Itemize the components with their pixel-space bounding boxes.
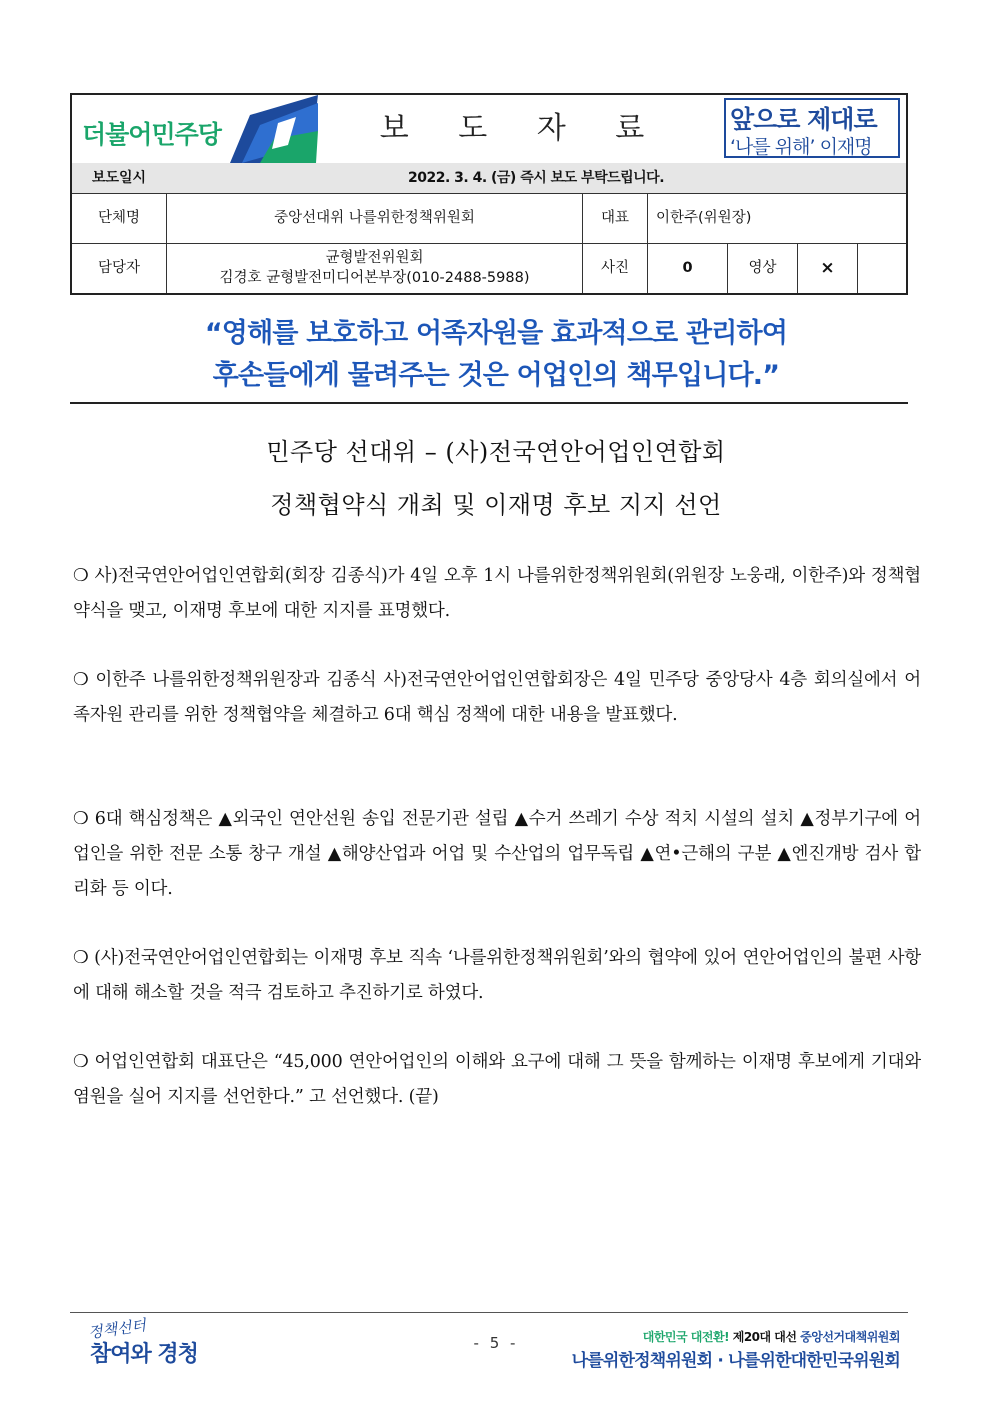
body-paragraph: ❍ 6대 핵심정책은 ▲외국인 연안선원 송입 전문기관 설립 ▲수거 쓰레기 수상 적치 시설의 설치 ▲정부기구에 어업인을 위한 전문 소통 창구 개설 ▲해양산업과 어업 및 수산업의 업무독립 ▲연•근해의 구분 ▲엔진개방 검사 합리화 등 이다. <box>73 809 921 899</box>
headline-line1: “영해를 보호하고 어족자원을 효과적으로 관리하여 <box>204 318 788 349</box>
subtitle-line1: 민주당 선대위 – (사)전국연안어업인연합회 <box>266 438 726 466</box>
release-label: 보도일시 <box>72 163 167 193</box>
org-row <box>72 193 906 244</box>
contact-person: 김경호 균형발전미디어본부장(010-2488-5988) <box>219 270 530 286</box>
press-header-table <box>70 93 908 295</box>
footer-divider <box>70 1312 908 1313</box>
body-paragraph: ❍ 어업인연합회 대표단은 “45,000 연안어업인의 이해와 요구에 대해 그 뜻을 함께하는 이재명 후보에게 기대와 염원을 실어 지지를 선언한다.” 고 선언했다. (끝) <box>73 1052 921 1107</box>
header-row-title <box>72 95 906 164</box>
video-label: 영상 <box>728 243 798 293</box>
party-logo <box>72 95 322 163</box>
footer-right-line1: 대한민국 대전환! 제20대 대선 중앙선거대책위원회 <box>642 1330 900 1344</box>
rep-label: 대표 <box>583 193 648 243</box>
rep-value: 이한주(위원장) <box>656 210 752 226</box>
org-value: 중앙선대위 나를위한정책위원회 <box>167 193 583 243</box>
release-value: 2022. 3. 4. (금) 즉시 보도 부탁드립니다. <box>166 163 906 193</box>
body-paragraph: ❍ 이한주 나를위한정책위원장과 김종식 사)전국연안어업인연합회장은 4일 민주당 중앙당사 4층 회의실에서 어족자원 관리를 위한 정책협약을 체결하고 6대 핵심 정책에 대한 내용을 발표했다. <box>73 670 921 725</box>
footer-left-script: 정책선터 <box>87 1316 148 1342</box>
slogan-box <box>724 98 900 158</box>
photo-value: 0 <box>648 243 728 293</box>
release-row <box>72 163 906 194</box>
footer-left-title: 참여와 경청 <box>90 1342 198 1367</box>
photo-label: 사진 <box>583 243 648 293</box>
body-paragraph: ❍ 사)전국연안어업인연합회(회장 김종식)가 4일 오후 1시 나를위한정책위원회(위원장 노웅래, 이한주)와 정책협약식을 맺고, 이재명 후보에 대한 지지를 표명했다. <box>73 566 921 621</box>
headline-line2: 후손들에게 물려주는 것은 어업인의 책무입니다.” <box>212 360 780 391</box>
doc-title: 보 도 자 료 <box>379 111 665 146</box>
body-paragraph: ❍ (사)전국연안어업인연합회는 이재명 후보 직속 ‘나를위한정책위원회’와의 협약에 있어 연안어업인의 불편 사항에 대해 해소할 것을 적극 검토하고 추진하기로 하였다. <box>73 948 921 1003</box>
slogan-line1: 앞으로 제대로 <box>730 105 877 134</box>
slogan-line2: ‘나를 위해’ 이재명 <box>730 136 872 158</box>
contact-dept: 균형발전위원회 <box>325 250 424 266</box>
party-logo-mark-icon <box>230 95 320 163</box>
subtitle-line2: 정책협약식 개최 및 이재명 후보 지지 선언 <box>270 491 722 519</box>
org-label: 단체명 <box>72 193 167 243</box>
party-logo-text: 더불어민주당 <box>82 120 221 149</box>
video-value: × <box>798 243 858 293</box>
contact-row <box>72 243 906 293</box>
page-number: - 5 - <box>473 1334 519 1352</box>
headline-divider <box>70 402 908 404</box>
contact-value <box>167 243 583 293</box>
footer-right-line2: 나를위한정책위원회 · 나를위한대한민국위원회 <box>571 1351 900 1371</box>
contact-label: 담당자 <box>72 243 167 293</box>
